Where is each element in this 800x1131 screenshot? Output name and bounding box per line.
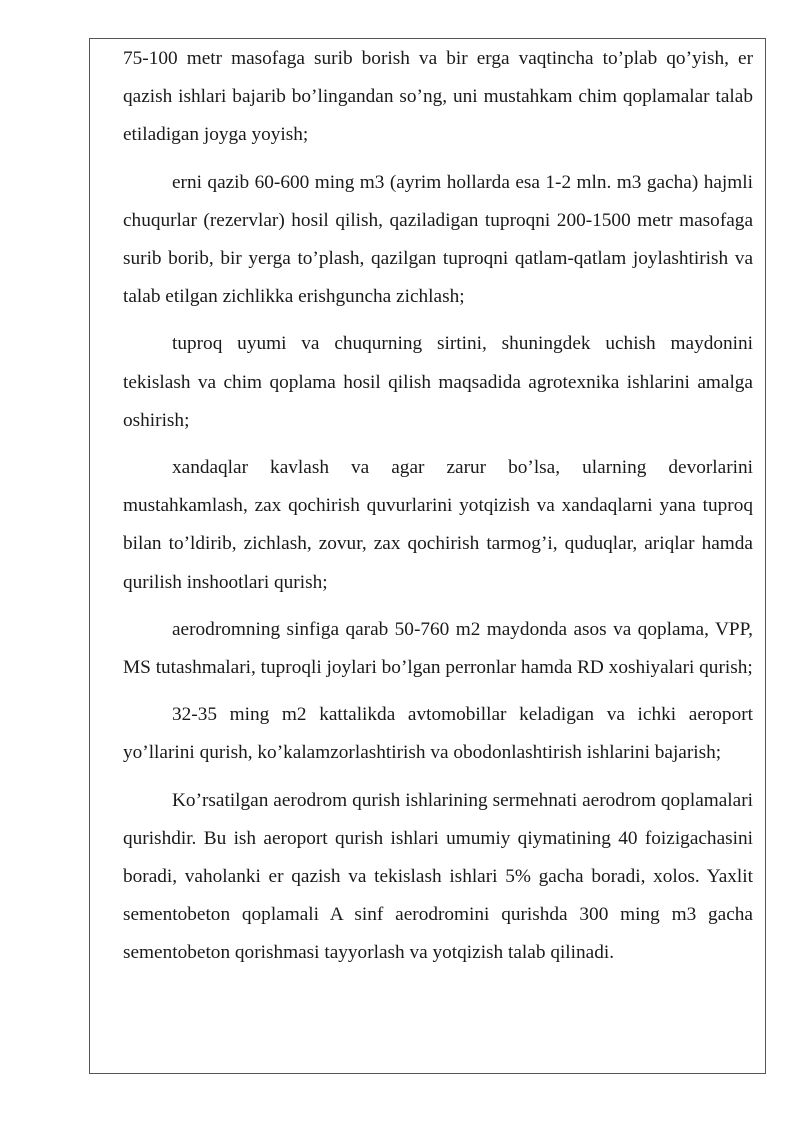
document-body xyxy=(123,40,753,982)
paragraph-pavement-construction: aerodromning sinfiga qarab 50-760 m2 maydonda asos va qoplama, VPP, MS tutashmalari, tuproqli joylari bo’lgan perronlar hamda RD xoshiyalari qurish; xyxy=(123,618,753,679)
paragraph-roads-landscaping: 32-35 ming m2 kattalikda avtomobillar keladigan va ichki aeroport yo’llarini qurish, ko’kalamzorlashtirish va obodonlashtirish ishlarini bajarish; xyxy=(123,704,753,764)
paragraph-trenches-drainage: xandaqlar kavlash va agar zarur bo’lsa, ularning devorlarini mustahkamlash, zax qochirish quvurlarini yotqizish va xandaqlarni yana tuproq bilan to’ldirib, zichlash, zovur, zax qochirish tarmog’i, quduqlar, ariqlar hamda qurilish inshootlari qurish; xyxy=(123,457,753,593)
paragraph-leveling-turf: tuproq uyumi va chuqurning sirtini, shuningdek uchish maydonini tekislash va chim qoplama hosil qilish maqsadida agrotexnika ishlarini amalga oshirish; xyxy=(123,333,753,431)
paragraph-continued: 75-100 metr masofaga surib borish va bir erga vaqtincha to’plab qo’yish, er qazish ishlari bajarib bo’lingandan so’ng, uni mustahkam chim qoplamalar talab etiladigan joyga yoyish; xyxy=(123,48,753,146)
paragraph-excavation-reserves: erni qazib 60-600 ming m3 (ayrim hollarda esa 1-2 mln. m3 gacha) hajmli chuqurlar (rezervlar) hosil qilish, qaziladigan tuproqni 200-1500 metr masofaga surib borib, bir yerga to’plash, qazilgan tuproqni qatlam-qatlam joylashtirish va talab etilgan zichlikka erishguncha zichlash; xyxy=(123,171,753,308)
paragraph-summary-concrete: Ko’rsatilgan aerodrom qurish ishlarining sermehnati aerodrom qoplamalari qurishdir. Bu ish aeroport qurish ishlari umumiy qiymatining 40 foizigachasini boradi, vaholanki er qazish va tekislash ishlari 5% gacha boradi, xolos. Yaxlit sementobeton qoplamali A sinf aerodromini qurishda 300 ming m3 gacha sementobeton qorishmasi tayyorlash va yotqizish talab qilinadi. xyxy=(123,789,753,964)
